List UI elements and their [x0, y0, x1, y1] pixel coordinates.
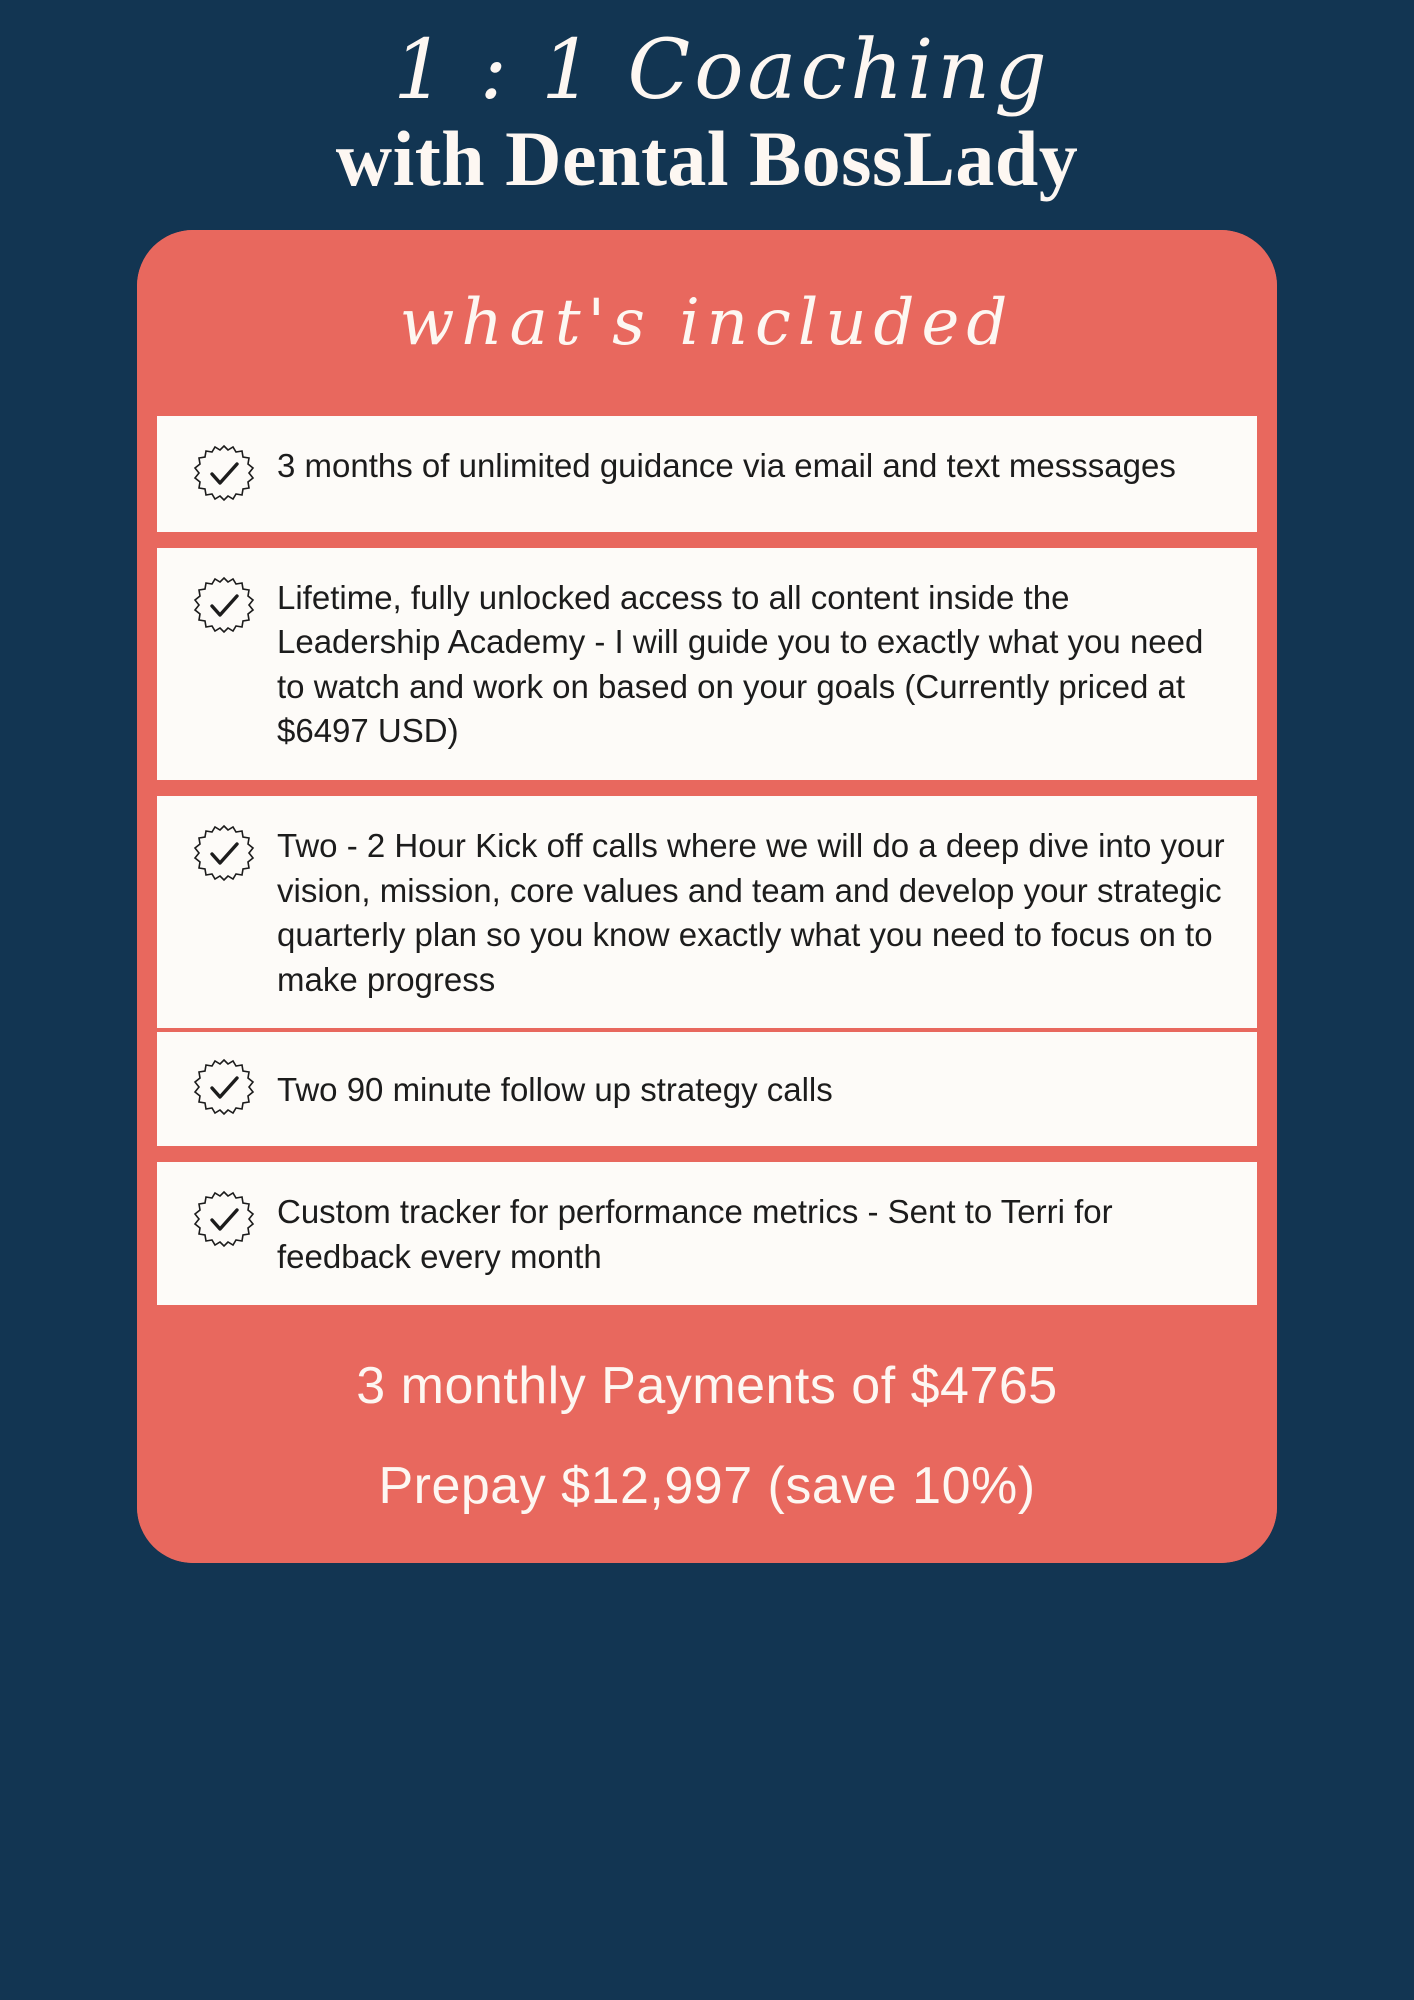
whats-included-card [137, 230, 1277, 1563]
check-badge-icon [193, 576, 255, 638]
check-badge-icon [193, 1058, 255, 1120]
pricing-section [137, 1319, 1277, 1563]
page-header [0, 0, 1414, 202]
list-item-text: Custom tracker for performance metrics - Sent to Terri for feedback every month [277, 1193, 1113, 1275]
list-item [157, 1162, 1257, 1305]
list-item [157, 1032, 1257, 1146]
prepay-price: Prepay $12,997 (save 10%) [378, 1457, 1036, 1516]
list-item-text: 3 months of unlimited guidance via email and text messsages [277, 446, 1176, 484]
list-item [157, 796, 1257, 1028]
list-item [157, 548, 1257, 780]
list-item-text: Lifetime, fully unlocked access to all content inside the Leadership Academy - I will guide you to exactly what you need to watch and work on based on your goals (Currently priced at $6497 USD) [277, 578, 1204, 750]
card-header-label: what's included [399, 285, 1015, 360]
list-item [157, 416, 1257, 532]
installment-price: 3 monthly Payments of $4765 [356, 1357, 1058, 1416]
included-items-list [137, 416, 1277, 1305]
check-badge-icon [193, 824, 255, 886]
check-badge-icon [193, 1190, 255, 1252]
list-item-text: Two 90 minute follow up strategy calls [277, 1070, 833, 1108]
list-item-text: Two - 2 Hour Kick off calls where we will do a deep dive into your vision, mission, core values and team and develop your strategic quarterly plan so you know exactly what you need to focus on to make progress [277, 826, 1225, 998]
page-title: with Dental BossLady [335, 115, 1079, 202]
header-script-title: 1 : 1 Coaching [393, 23, 1051, 118]
check-badge-icon [193, 444, 255, 506]
card-header [137, 230, 1277, 416]
